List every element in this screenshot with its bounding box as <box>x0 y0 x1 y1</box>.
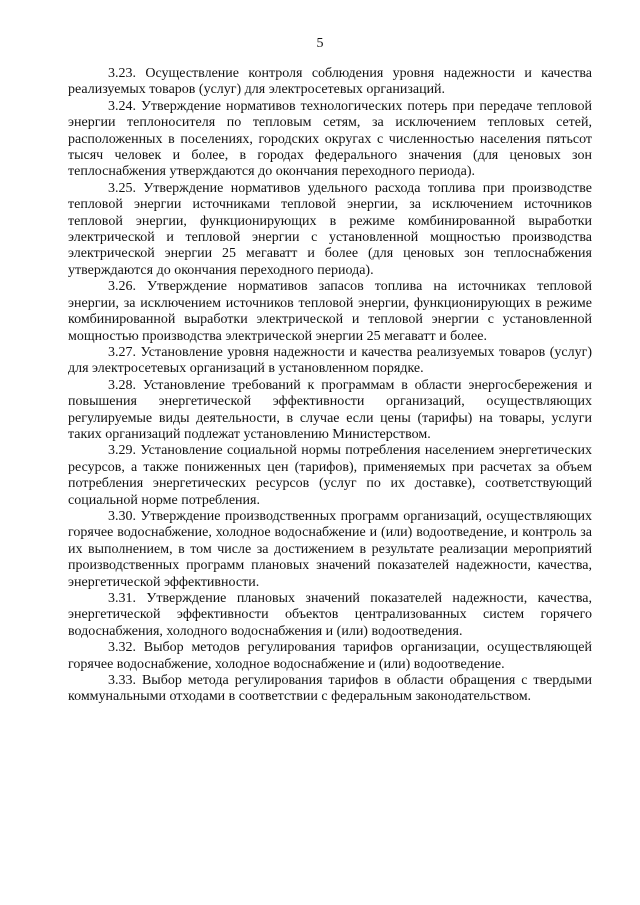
paragraph-3-29: 3.29. Установление социальной нормы потребления населением энергетических ресурсов, а также пониженных цен (тарифов), применяемых при расчетах за объем потребления энергетических ресурсов (услуг по их доставке), соответствующий социальной норме потребления. <box>68 443 592 508</box>
paragraph-3-31: 3.31. Утверждение плановых значений показателей надежности, качества, энергетической эффективности объектов централизованных систем горячего водоснабжения, холодного водоснабжения и (или) водоотведения. <box>68 591 592 639</box>
paragraph-3-26: 3.26. Утверждение нормативов запасов топлива на источниках тепловой энергии, за исключением источников тепловой энергии, функционирующих в режиме комбинированной выработки электрической и тепловой энергии с установленной мощностью производства электрической энергии 25 мегаватт и более. <box>68 279 592 344</box>
paragraph-3-28: 3.28. Установление требований к программам в области энергосбережения и повышения энергетической эффективности организаций, осуществляющих регулируемые виды деятельности, в случае если цены (тарифы) на товары, услуги таких организаций подлежат установлению Министерством. <box>68 377 592 442</box>
page-number: 5 <box>316 36 324 51</box>
paragraph-3-23: 3.23. Осуществление контроля соблюдения уровня надежности и качества реализуемых товаров (услуг) для электросетевых организаций. <box>68 66 592 98</box>
paragraph-3-32: 3.32. Выбор методов регулирования тарифов организации, осуществляющей горячее водоснабжение, холодное водоснабжение и (или) водоотведение. <box>68 640 592 672</box>
paragraph-3-33: 3.33. Выбор метода регулирования тарифов в области обращения с твердыми коммунальными отходами в соответствии с федеральным законодательством. <box>68 673 592 705</box>
paragraph-3-25: 3.25. Утверждение нормативов удельного расхода топлива при производстве тепловой энергии источниками тепловой энергии, за исключением источников тепловой энергии, функционирующих в режиме комбинированной выработки электрической и тепловой энергии с установленной мощностью производства электрической энергии 25 мегаватт и более (для ценовых зон теплоснабжения утверждаются до окончания переходного периода). <box>68 180 592 278</box>
document-body <box>68 66 592 706</box>
paragraph-3-30: 3.30. Утверждение производственных программ организаций, осуществляющих горячее водоснабжение, холодное водоснабжение и (или) водоотведение, и контроль за их выполнением, в том числе за достижением в результате реализации мероприятий производственных программ плановых значений показателей надежности, качества, энергетической эффективности. <box>68 508 592 590</box>
paragraph-3-27: 3.27. Установление уровня надежности и качества реализуемых товаров (услуг) для электросетевых организаций в установленном порядке. <box>68 344 592 377</box>
paragraph-3-24: 3.24. Утверждение нормативов технологических потерь при передаче тепловой энергии теплоносителя по тепловым сетям, за исключением тепловых сетей, расположенных в поселениях, городских округах с численностью населения пятьсот тысяч человек и более, в городах федерального значения (для ценовых зон теплоснабжения утверждаются до окончания переходного периода). <box>68 98 592 180</box>
